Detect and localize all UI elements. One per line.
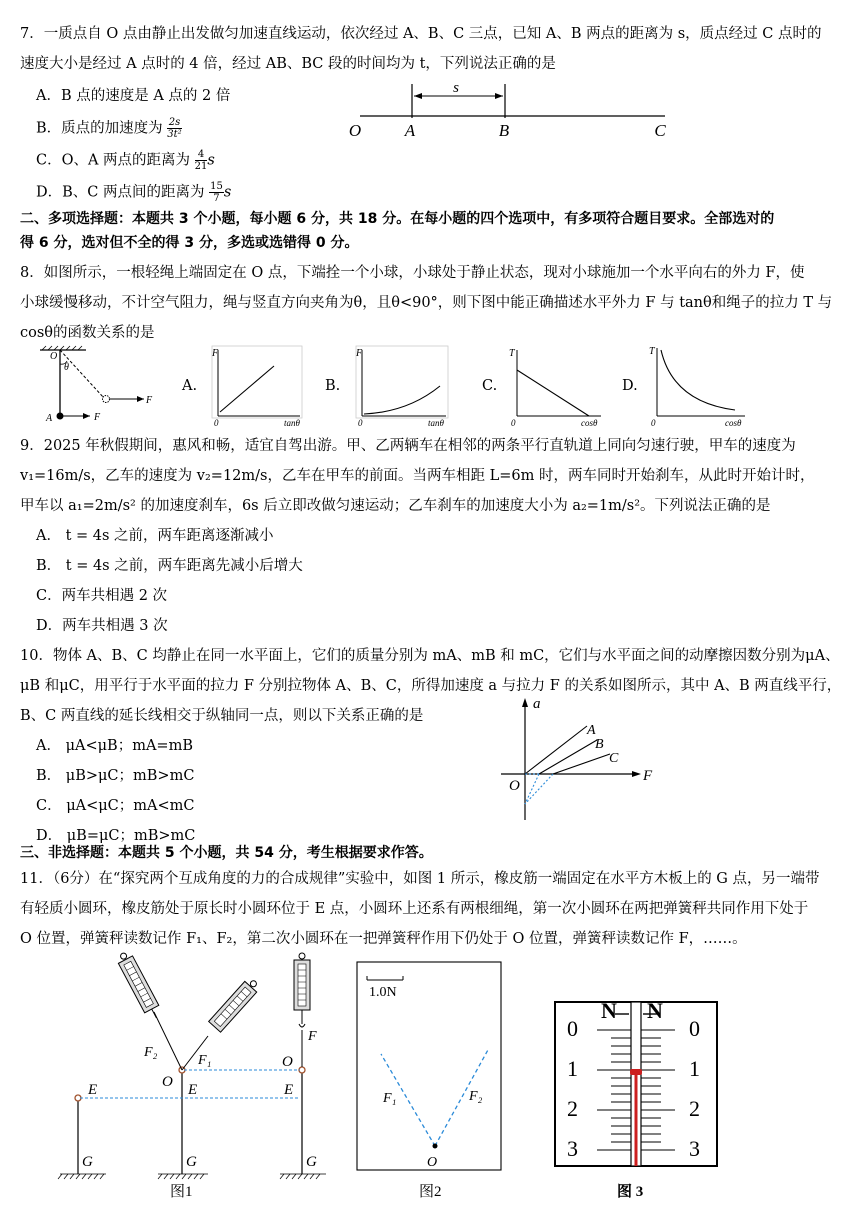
q8-graph-c-ylabel: T xyxy=(509,348,515,359)
q7-option-b: B．质点的加速度为 $\frac{2s}{\text{3t²}}$ xyxy=(36,117,182,140)
q7-s-arrowhead-right xyxy=(495,93,503,99)
q8-graph-b-origin: 0 xyxy=(358,418,363,428)
q10-extension-b xyxy=(525,774,539,804)
q8-stem-line2: 小球缓慢移动，不计空气阻力，绳与竖直方向夹角为θ，且θ<90°，则下图中能正确描述水平外力 F 与 tanθ和绳子的拉力 T 与 xyxy=(20,295,833,311)
q7-label-a: A xyxy=(404,121,416,140)
q8-graph-c-origin: 0 xyxy=(511,418,516,428)
q8-stem-line3: cosθ的函数关系的是 xyxy=(20,325,155,341)
q11-figure2 xyxy=(355,960,505,1210)
q8-stem-line1: 8．如图所示，一根轻绳上端固定在 O 点，下端拴一个小球，小球处于静止状态，现对小球施加一个水平向右的外力 F，使 xyxy=(20,265,805,281)
q10-label-f-axis: F xyxy=(643,768,653,784)
q11-fig2-point-o xyxy=(433,1144,438,1149)
q9-stem-line2: v₁=16m/s，乙车的速度为 v₂=12m/s，乙车在甲车的前面。当两车相距 L=6m 时，两车同时开始刹车，从此时开始计时， xyxy=(20,468,815,484)
q7-label-s: s xyxy=(453,80,459,96)
section3-heading: 三、非选择题：本题共 5 个小题，共 54 分，考生根据要求作答。 xyxy=(20,845,433,861)
q10-option-b: B． μB>μC；mB>mC xyxy=(36,768,195,784)
q8-label-f: F xyxy=(146,395,153,406)
q11-stem-line2: 有轻质小圆环，橡皮筋处于原长时小圆环位于 E 点，小圆环上还系有两根细绳，第一次小圆环在两把弹簧秤共同作用下处于 xyxy=(20,901,809,917)
q8-label-a: A xyxy=(46,413,53,424)
q7-option-d: D．B、C 两点间的距离为 $\frac{15}{7}$ s xyxy=(36,181,232,204)
q10-stem-line1: 10．物体 A、B、C 均静止在同一水平面上，它们的质量分别为 mA、mB 和 mC，它们与水平面之间的动摩擦因数分别为μA、 xyxy=(20,648,840,664)
q10-figure-aF-graph xyxy=(495,694,665,824)
q11-fig2-scale-label: 1.0N xyxy=(369,985,397,1000)
q11-fig1-ground-hatch xyxy=(58,1174,320,1179)
q7-s-arrowhead-left xyxy=(414,93,422,99)
q11-fig1-spring-scale-left xyxy=(115,950,163,1022)
q8-option-c-label: C. xyxy=(482,378,498,394)
q7-option-b-fraction: $\frac{2s}{\text{3t²}}$ xyxy=(167,117,182,140)
q9-option-d: D．两车共相遇 3 次 xyxy=(36,618,168,634)
q8-ceiling-hatch xyxy=(42,346,82,350)
q8-graph-d-origin: 0 xyxy=(651,418,656,428)
q10-label-line-c: C xyxy=(609,751,619,766)
q11-fig3-pointer xyxy=(630,1069,642,1075)
q8-graph-b-xlabel: tanθ xyxy=(428,418,444,428)
q7-option-c-fraction: $\frac{4}{21}$ xyxy=(194,149,208,172)
q11-fig1-label-f1: F₁ xyxy=(198,1053,212,1068)
q8-graph-d-ylabel: T xyxy=(649,346,655,357)
q8-graph-a xyxy=(204,346,304,426)
q10-label-line-a: A xyxy=(587,723,596,738)
q8-graph-d-curve xyxy=(661,350,735,410)
q11-fig3-tick-left-2: 2 xyxy=(567,1096,578,1121)
q8-graph-b-ylabel: F xyxy=(356,348,363,359)
q8-graph-a-ylabel: F xyxy=(212,348,219,359)
q8-figure-pendulum xyxy=(36,346,176,426)
q8-graph-a-origin: 0 xyxy=(214,418,219,428)
q8-graph-d-xlabel: cosθ xyxy=(725,418,742,428)
q9-stem-line3: 甲车以 a₁=2m/s² 的加速度刹车，6s 后立即改做匀速运动；乙车刹车的加速度大小为 a₂=1m/s²。下列说法正确的是 xyxy=(20,498,771,514)
q11-fig1-label-g-middle: G xyxy=(186,1154,197,1170)
q7-option-a: A．B 点的速度是 A 点的 2 倍 xyxy=(36,88,231,104)
q11-fig1-label-e-middle: E xyxy=(188,1082,198,1098)
q10-stem-line2: μB 和μC，用平行于水平面的拉力 F 分别拉物体 A、B、C，所得加速度 a 与拉力 F 的关系如图所示，其中 A、B 两直线平行， xyxy=(20,678,842,694)
q11-fig2-caption: 图2 xyxy=(419,1184,442,1200)
q10-line-c xyxy=(553,754,610,774)
q11-fig3-tick-left-0: 0 xyxy=(567,1016,578,1041)
q8-option-d-label: D. xyxy=(622,378,638,394)
q11-fig3-tick-right-1: 1 xyxy=(689,1056,700,1081)
q8-option-a-label: A. xyxy=(182,378,198,394)
q10-option-a: A． μA<μB；mA=mB xyxy=(36,738,193,754)
q11-fig1-label-g-left: G xyxy=(82,1154,93,1170)
q11-fig1-label-e-right: E xyxy=(284,1082,294,1098)
section2-heading-line2: 得 6 分，选对但不全的得 3 分，多选或选错得 0 分。 xyxy=(20,235,359,251)
q10-label-origin: O xyxy=(509,778,520,794)
q9-option-a: A． t = 4s 之前，两车距离逐渐减小 xyxy=(36,528,274,544)
q11-fig1-label-f: F xyxy=(308,1029,317,1044)
q11-fig1-caption: 图1 xyxy=(170,1184,193,1200)
q11-fig1-label-e-left: E xyxy=(88,1082,98,1098)
q9-stem-line1: 9．2025 年秋假期间，惠风和畅，适宜自驾出游。甲、乙两辆车在相邻的两条平行直轨道上同向匀速行驶，甲车的速度为 xyxy=(20,438,796,454)
q8-rope-dashed xyxy=(60,350,104,398)
q7-option-d-fraction: $\frac{15}{7}$ xyxy=(210,181,223,204)
q11-fig1-label-f2: F₂ xyxy=(144,1045,158,1060)
section2-heading-line1: 二、多项选择题：本题共 3 个小题，每小题 6 分，共 18 分。在每小题的四个选项中，有多项符合题目要求。全部选对的 xyxy=(20,211,775,227)
q7-label-b: B xyxy=(498,121,510,140)
q8-ball-moved xyxy=(103,396,110,403)
q11-figure3 xyxy=(553,952,733,1202)
q11-fig3-caption: 图 3 xyxy=(617,1184,644,1200)
q10-line-a xyxy=(525,726,587,774)
q9-option-c: C．两车共相遇 2 次 xyxy=(36,588,168,604)
q7-stem-line1: 7．一质点自 O 点由静止出发做匀加速直线运动，依次经过 A、B、C 三点，已知 A、B 两点的距离为 s，质点经过 C 点时的 xyxy=(20,26,822,42)
q11-fig3-tick-right-0: 0 xyxy=(689,1016,700,1041)
q8-label-f2: F xyxy=(94,412,101,423)
q11-fig2-label-o: O xyxy=(427,1155,438,1170)
q8-graph-a-xlabel: tanθ xyxy=(284,418,300,428)
q11-fig1-label-o-right: O xyxy=(282,1054,293,1070)
q10-label-line-b: B xyxy=(595,737,604,752)
q11-fig3-tick-right-2: 2 xyxy=(689,1096,700,1121)
q11-fig1-label-g-right: G xyxy=(306,1154,317,1170)
q11-fig1-spring-scale-right xyxy=(209,976,262,1032)
q8-graph-c-xlabel: cosθ xyxy=(581,418,598,428)
q11-fig2-label-f2: F₂ xyxy=(469,1089,483,1104)
q8-graph-d xyxy=(645,344,750,428)
q8-graph-b xyxy=(348,346,448,426)
q8-option-b-label: B. xyxy=(325,378,341,394)
q11-fig3-label-n-left: N xyxy=(601,998,617,1023)
q9-option-b: B． t = 4s 之前，两车距离先减小后增大 xyxy=(36,558,303,574)
q7-option-c: C．O、A 两点的距离为 $\frac{4}{21}$ s xyxy=(36,149,215,172)
q11-fig1-label-o-middle: O xyxy=(162,1074,173,1090)
q8-graph-c-line xyxy=(517,370,589,416)
q10-extension-c xyxy=(525,774,553,804)
q10-option-c: C． μA<μC；mA<mC xyxy=(36,798,195,814)
q8-label-theta: θ xyxy=(64,362,69,373)
q11-fig3-label-n-right: N xyxy=(647,998,663,1023)
q11-fig3-tick-left-3: 3 xyxy=(567,1136,578,1161)
q11-fig2-label-f1: F₁ xyxy=(383,1091,397,1106)
q11-figure1 xyxy=(58,952,348,1202)
q8-graph-c xyxy=(505,346,605,426)
q11-fig3-tick-left-1: 1 xyxy=(567,1056,578,1081)
q11-stem-line1: 11．（6分）在“探究两个互成角度的力的合成规律”实验中，如图 1 所示，橡皮筋一端固定在水平方木板上的 G 点，另一端带 xyxy=(20,871,820,887)
q11-stem-line3: O 位置，弹簧秤读数记作 F₁、F₂，第二次小圆环在一把弹簧秤作用下仍处于 O 位置，弹簧秤读数记作 F，……。 xyxy=(20,931,747,947)
q7-label-c: C xyxy=(654,121,666,140)
q10-stem-line3: B、C 两直线的延长线相交于纵轴同一点，则以下关系正确的是 xyxy=(20,708,424,724)
q7-stem-line2: 速度大小是经过 A 点时的 4 倍，经过 AB、BC 段的时间均为 t，下列说法正确的是 xyxy=(20,56,556,72)
q10-option-d: D． μB=μC；mB>mC xyxy=(36,828,196,844)
q10-label-a-axis: a xyxy=(533,696,541,712)
q11-fig3-tick-right-3: 3 xyxy=(689,1136,700,1161)
q7-label-o: O xyxy=(348,121,362,140)
q7-figure-line xyxy=(340,76,680,146)
q8-label-o: O xyxy=(50,351,58,362)
q11-fig1-spring-scale-vertical xyxy=(294,953,310,1067)
